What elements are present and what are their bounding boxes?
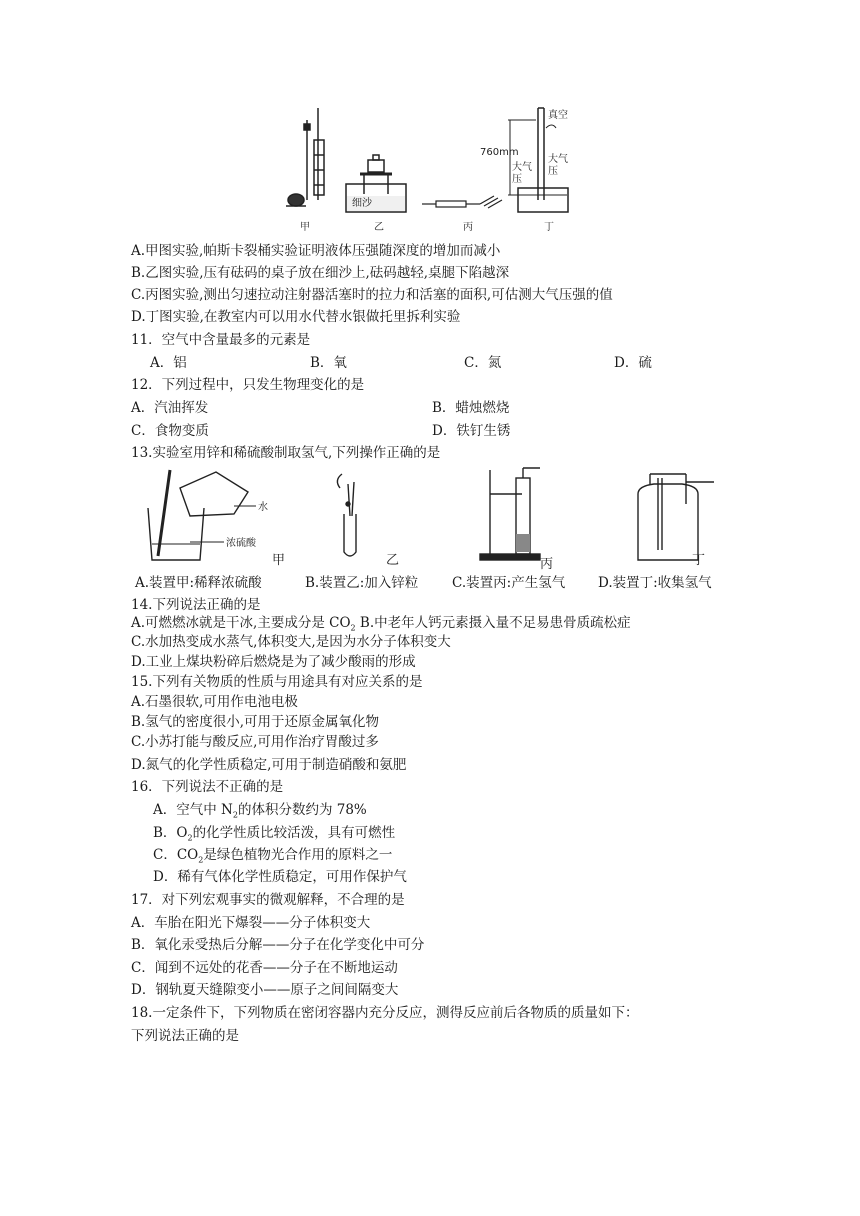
q12-option-c: C．食物变质	[131, 423, 209, 439]
q10-option-c: C.丙图实验,测出匀速拉动注射器活塞时的拉力和活塞的面积,可估测大气压强的值	[131, 287, 613, 303]
pressure-right-label-1: 大气	[548, 154, 568, 165]
water-label: 水	[258, 502, 268, 513]
gas-collection-bottle-diagram	[638, 474, 714, 560]
iron-stand-tube-diagram	[480, 468, 540, 560]
q11-option-b: B．氧	[310, 355, 347, 371]
test-tube-tweezers-diagram	[337, 474, 356, 556]
q10-option-a: A.甲图实验,帕斯卡裂桶实验证明液体压强随深度的增加而减小	[131, 243, 501, 259]
q17-option-c: C．闻到不远处的花香——分子在不断地运动	[131, 960, 398, 976]
sand-label: 细沙	[352, 198, 372, 209]
q11-stem: 11．空气中含量最多的元素是	[131, 332, 311, 348]
q13-caption-ding: 丁	[692, 553, 706, 568]
q18-stem: 18.一定条件下，下列物质在密闭容器内充分反应，测得反应前后各物质的质量如下：	[131, 1005, 639, 1021]
pressure-left-label-1: 大气	[512, 162, 532, 173]
q13-option-c: C.装置丙:产生氢气	[452, 575, 566, 591]
q12-option-a: A．汽油挥发	[131, 400, 209, 416]
q16-option-d: D．稀有气体化学性质稳定，可用作保护气	[153, 869, 407, 885]
q13-caption-bing: 丙	[540, 557, 554, 572]
q15-option-b: B.氢气的密度很小,可用于还原金属氧化物	[131, 714, 380, 730]
q16-option-b: B．$O_2$的化学性质比较活泼，具有可燃性	[153, 825, 396, 843]
q13-option-b: B.装置乙:加入锌粒	[305, 575, 419, 591]
q14-option-c: C.水加热变成水蒸气,体积变大,是因为水分子体积变大	[131, 634, 451, 650]
q16-option-a: A．空气中 $N_2$的体积分数约为 78%	[153, 802, 367, 820]
q18-sub: 下列说法正确的是	[131, 1028, 239, 1044]
q13-option-d: D.装置丁:收集氢气	[598, 575, 712, 591]
fig10-caption-bing: 丙	[463, 222, 473, 233]
pressure-right-label-2: 压	[548, 166, 558, 177]
q15-option-c: C.小苏打能与酸反应,可用作治疗胃酸过多	[131, 734, 379, 750]
q14-option-d: D.工业上煤块粉碎后燃烧是为了减少酸雨的形成	[131, 654, 416, 670]
vacuum-label: 真空	[548, 110, 568, 121]
concentrated-acid-label: 浓硫酸	[226, 538, 256, 549]
q10-figure	[280, 100, 600, 240]
fig10-caption-jia: 甲	[300, 222, 310, 233]
q13-stem: 13.实验室用锌和稀硫酸制取氢气,下列操作正确的是	[131, 445, 441, 461]
q12-stem: 12．下列过程中，只发生物理变化的是	[131, 377, 365, 393]
height-label: 760mm	[480, 147, 519, 158]
q14-options-ab: A.可燃燃冰就是干冰,主要成分是 $CO_2$ B.中老年人钙元素摄入量不足易患骨质疏松症	[131, 615, 631, 633]
q13-option-a: A.装置甲:稀释浓硫酸	[135, 575, 262, 591]
q17-option-a: A．车胎在阳光下爆裂——分子体积变大	[131, 915, 371, 931]
q12-option-b: B．蜡烛燃烧	[432, 400, 510, 416]
q15-option-a: A.石墨很软,可用作电池电极	[131, 694, 298, 710]
q10-option-d: D.丁图实验,在教室内可以用水代替水银做托里拆利实验	[131, 309, 461, 325]
pascal-barrel-diagram	[286, 108, 324, 206]
q11-option-c: C．氮	[464, 355, 502, 371]
q17-option-b: B．氧化汞受热后分解——分子在化学变化中可分	[131, 937, 425, 953]
q12-option-d: D．铁钉生锈	[432, 423, 511, 439]
q13-caption-jia: 甲	[272, 553, 286, 568]
q10-option-b: B.乙图实验,压有砝码的桌子放在细沙上,砝码越轻,桌腿下陷越深	[131, 265, 510, 281]
q11-option-d: D．硫	[614, 355, 652, 371]
q16-option-c: C．$CO_2$是绿色植物光合作用的原料之一	[153, 847, 393, 865]
q17-stem: 17．对下列宏观事实的微观解释，不合理的是	[131, 892, 405, 908]
q11-option-a: A．铝	[150, 355, 187, 371]
fig10-caption-yi: 乙	[374, 222, 384, 233]
q15-stem: 15.下列有关物质的性质与用途具有对应关系的是	[131, 674, 423, 690]
pressure-left-label-2: 压	[512, 174, 522, 185]
q17-option-d: D．钢轨夏天缝隙变小——原子之间间隔变大	[131, 982, 399, 998]
q14-stem: 14.下列说法正确的是	[131, 597, 261, 613]
q16-stem: 16．下列说法不正确的是	[131, 779, 284, 795]
q13-figure	[130, 464, 730, 574]
syringe-diagram	[422, 196, 502, 208]
q15-option-d: D.氮气的化学性质稳定,可用于制造硝酸和氨肥	[131, 757, 407, 773]
q13-caption-yi: 乙	[386, 553, 400, 568]
fig10-caption-ding: 丁	[544, 222, 554, 233]
